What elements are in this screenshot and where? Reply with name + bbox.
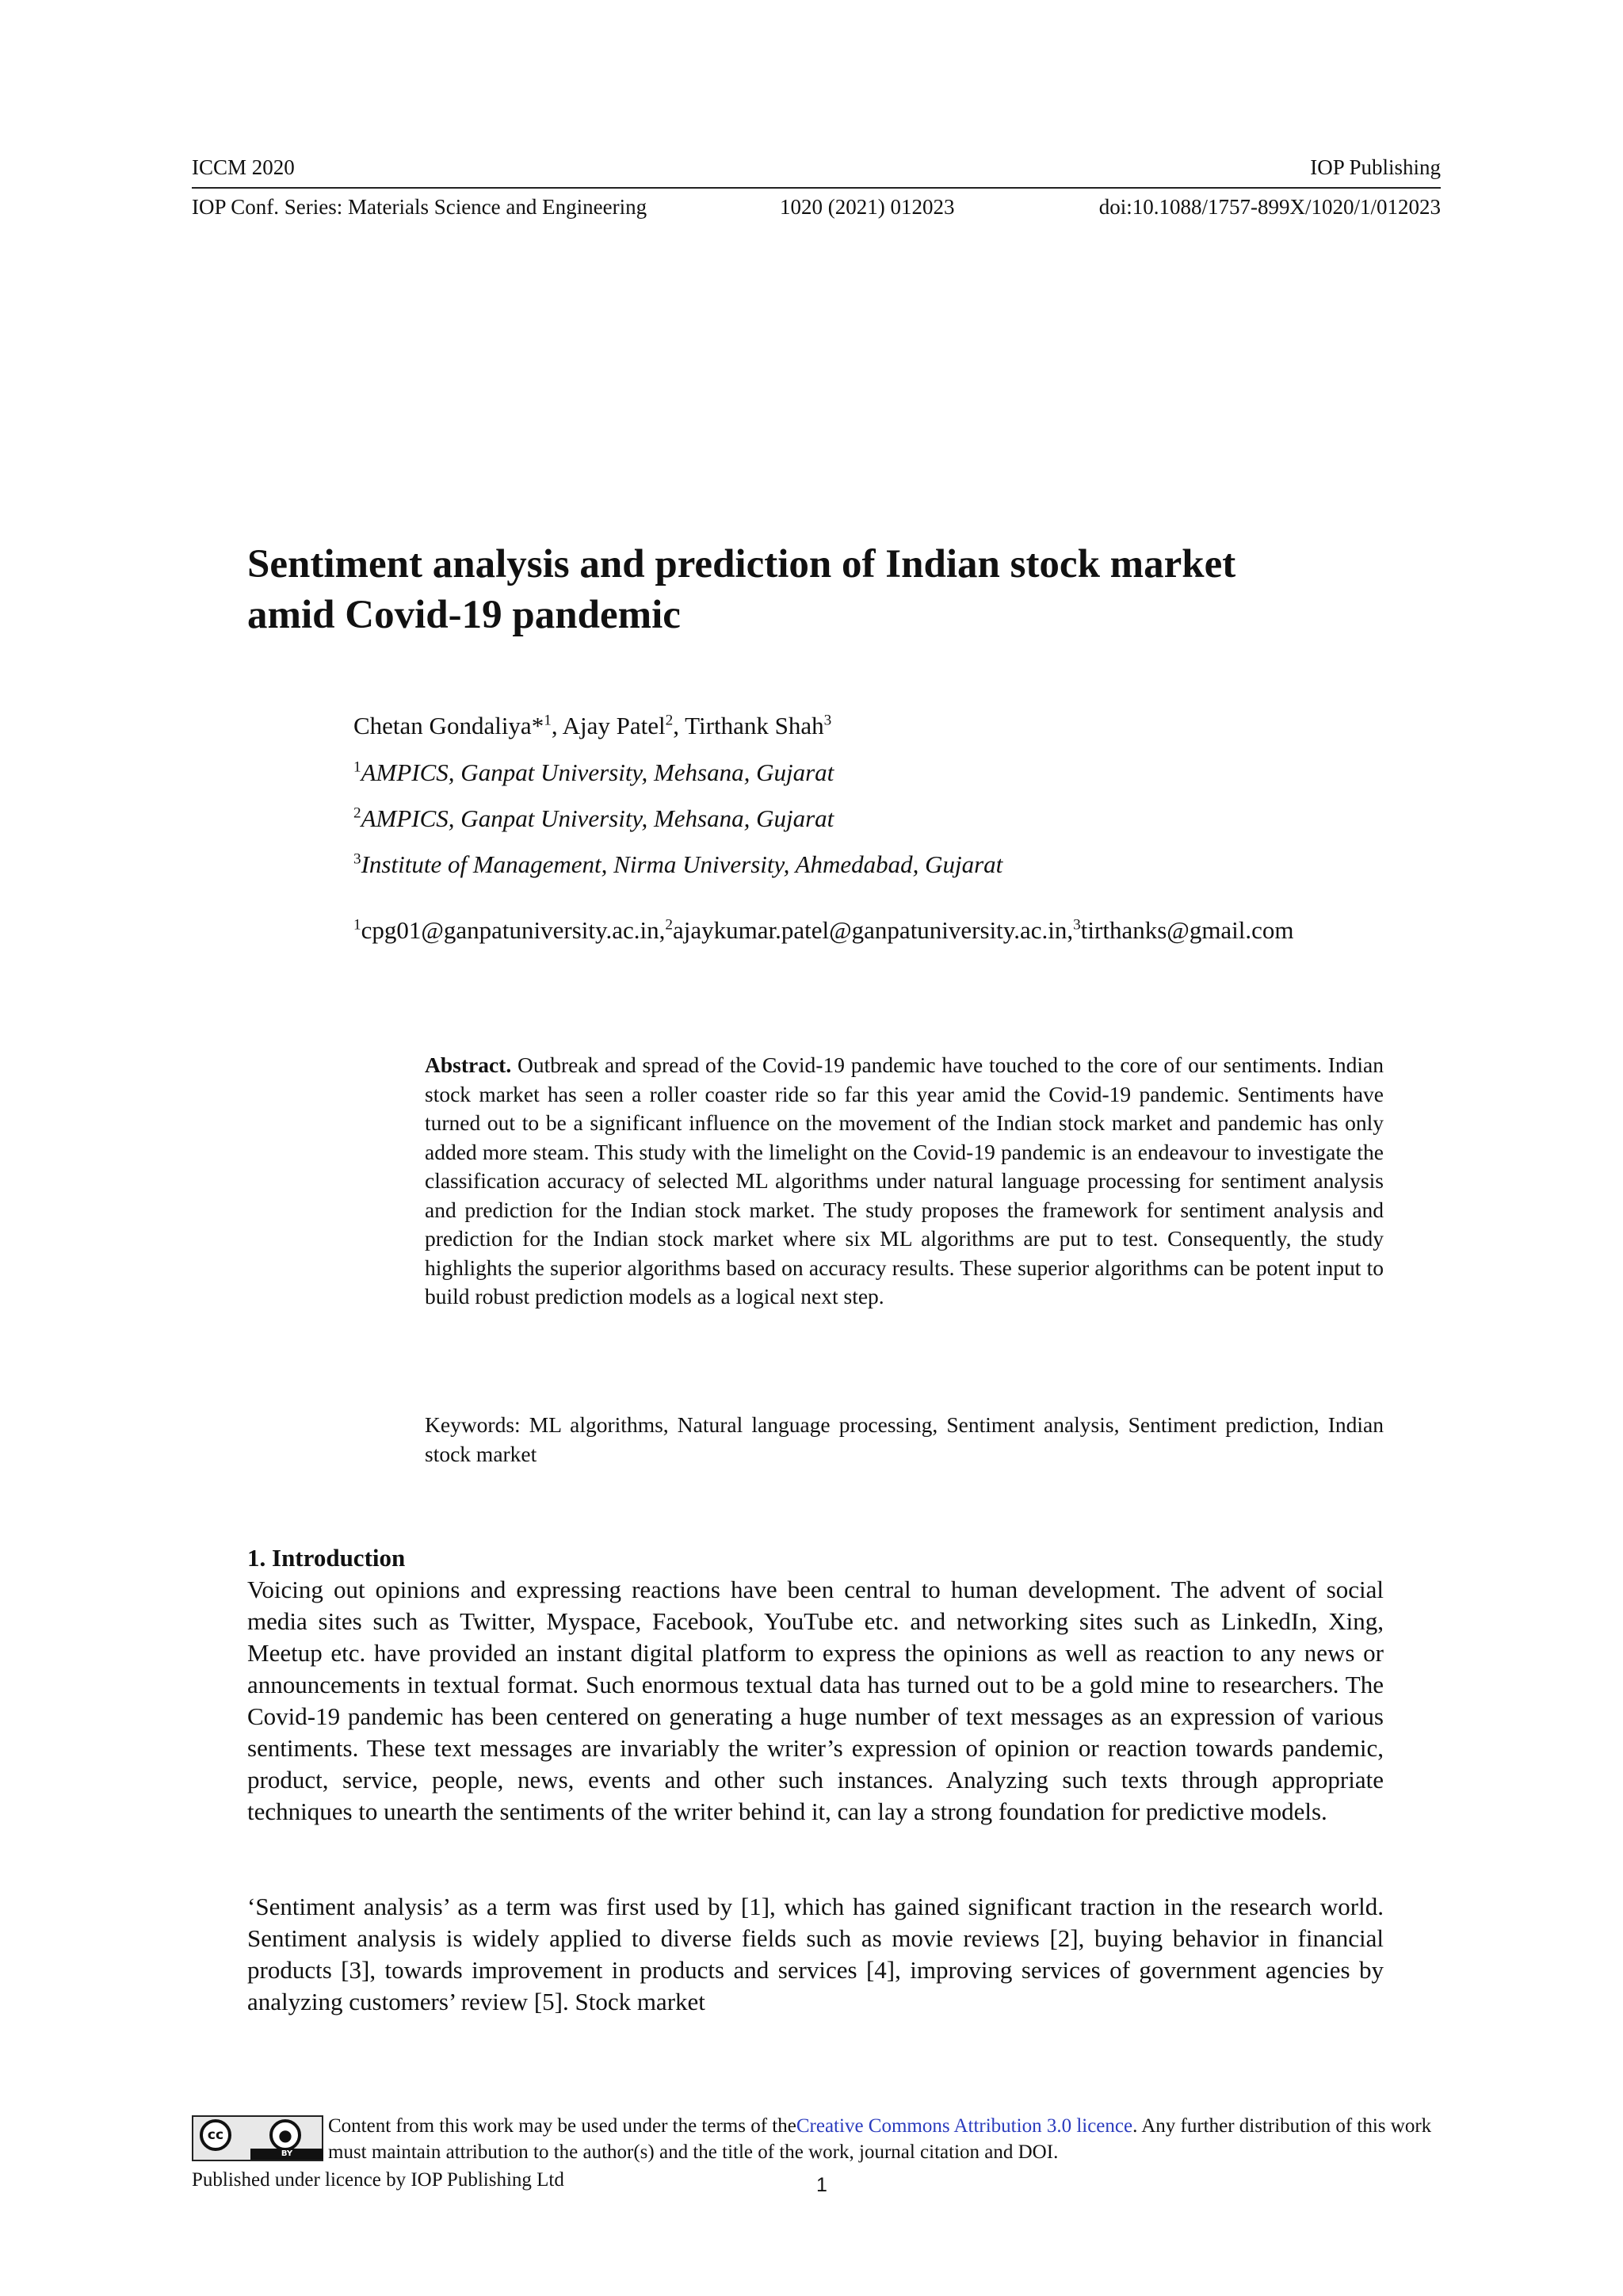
author-name: Chetan Gondaliya* (353, 712, 544, 739)
published-under-licence: Published under licence by IOP Publishing Ltd (192, 2169, 564, 2191)
author-list (353, 710, 831, 742)
author-name: Tirthank Shah (685, 712, 824, 739)
licence-text: . Any further distribution of this work must maintain attribution to the author(s) and the title of the work, journal citation and DOI. (328, 2115, 1432, 2163)
licence-text: Content from this work may be used under the terms of the (328, 2115, 796, 2137)
affiliation-marker: 1 (353, 758, 361, 776)
body-paragraph: ‘Sentiment analysis’ as a term was first used by [1], which has gained significant traction in the research world. Sentiment analysis is widely applied to diverse fields such as movie reviews [2], buying behavior in financial products [3], towards improvement in products and services [4], improving services of government agencies by analyzing customers’ review [5]. Stock market (247, 1893, 1384, 2015)
email-address: tirthanks@gmail.com (1080, 916, 1294, 944)
licence-statement (328, 2113, 1445, 2165)
author-affiliation-marker: 2 (665, 712, 674, 729)
affiliation-text: AMPICS, Ganpat University, Mehsana, Gujarat (361, 804, 834, 832)
paper-title-line-1: Sentiment analysis and prediction of Indian stock market (247, 542, 1236, 586)
affiliation-marker: 3 (353, 850, 361, 868)
author-separator: , (673, 712, 685, 739)
author-affiliation-marker: 1 (544, 712, 552, 729)
author-emails (353, 915, 1384, 946)
doi: doi:10.1088/1757-899X/1020/1/012023 (1098, 195, 1441, 219)
section-heading: 1. Introduction (247, 1544, 406, 1572)
email-address: cpg01@ganpatuniversity.ac.in, (361, 916, 666, 944)
volume-info: 1020 (2021) 012023 (780, 195, 955, 219)
paper-title (247, 539, 1396, 640)
licence-link[interactable]: Creative Commons Attribution 3.0 licence (796, 2115, 1133, 2137)
affiliation (353, 757, 834, 789)
person-icon: ● (269, 2119, 301, 2151)
by-label: BY (250, 2149, 323, 2160)
body-paragraph: Voicing out opinions and expressing reactions have been central to human development. The advent of social media sites such as Twitter, Myspace, Facebook, YouTube etc. and networking sites such as LinkedIn, Xing, Meetup etc. have provided an instant digital platform to express the opinions as well as reaction to any news or announcements in textual format. Such enormous textual data has turned out to be a gold mine to researchers. The Covid-19 pandemic has been centered on generating a huge number of text messages as an expression of various sentiments. These text messages are invariably the writer’s expression of opinion or reaction towards pandemic, product, service, people, news, events and other such instances. Analyzing such texts through appropriate techniques to unearth the sentiments of the writer behind it, can lay a strong foundation for predictive models. (247, 1576, 1384, 1825)
cc-icon: cc (200, 2119, 231, 2151)
conference-name: ICCM 2020 (192, 155, 295, 179)
abstract-text: Outbreak and spread of the Covid-19 pandemic have touched to the core of our sentiments. Indian stock market has seen a roller coaster ride so far this year amid the Covid-19 pandemic. Sentiments have turned out to be a significant influence on the movement of the Indian stock market and pandemic has only added more steam. This study with the limelight on the Covid-19 pandemic is an endeavour to investigate the classification accuracy of selected ML algorithms under natural language processing for sentiment analysis and prediction for the Indian stock market. The study proposes the framework for sentiment analysis and prediction for the Indian stock market where six ML algorithms are put to test. Consequently, the study highlights the superior algorithms based on accuracy results. These superior algorithms can be potent input to build robust prediction models as a logical next step. (425, 1052, 1384, 1308)
author-separator: , (551, 712, 563, 739)
author-name: Ajay Patel (562, 712, 666, 739)
email-marker: 2 (665, 916, 674, 934)
publisher-name: IOP Publishing (1310, 155, 1441, 179)
series-name: IOP Conf. Series: Materials Science and Engineering (192, 195, 647, 219)
email-marker: 1 (353, 916, 361, 934)
affiliation-marker: 2 (353, 804, 361, 822)
affiliation (353, 849, 1002, 881)
affiliation-text: AMPICS, Ganpat University, Mehsana, Gujarat (361, 758, 834, 786)
email-address: ajaykumar.patel@ganpatuniversity.ac.in, (673, 916, 1074, 944)
keywords: Keywords: ML algorithms, Natural language processing, Sentiment analysis, Sentiment prediction, Indian stock market (425, 1412, 1384, 1466)
author-affiliation-marker: 3 (823, 712, 832, 729)
paper-title-line-2: amid Covid-19 pandemic (247, 593, 681, 637)
email-marker: 3 (1073, 916, 1081, 934)
abstract (425, 1051, 1384, 1312)
header-rule (192, 187, 1441, 189)
abstract-label: Abstract. (425, 1052, 512, 1077)
creative-commons-logo (192, 2115, 323, 2161)
page-number: 1 (816, 2174, 827, 2196)
affiliation (353, 803, 834, 835)
affiliation-text: Institute of Management, Nirma University, Ahmedabad, Gujarat (361, 850, 1003, 878)
